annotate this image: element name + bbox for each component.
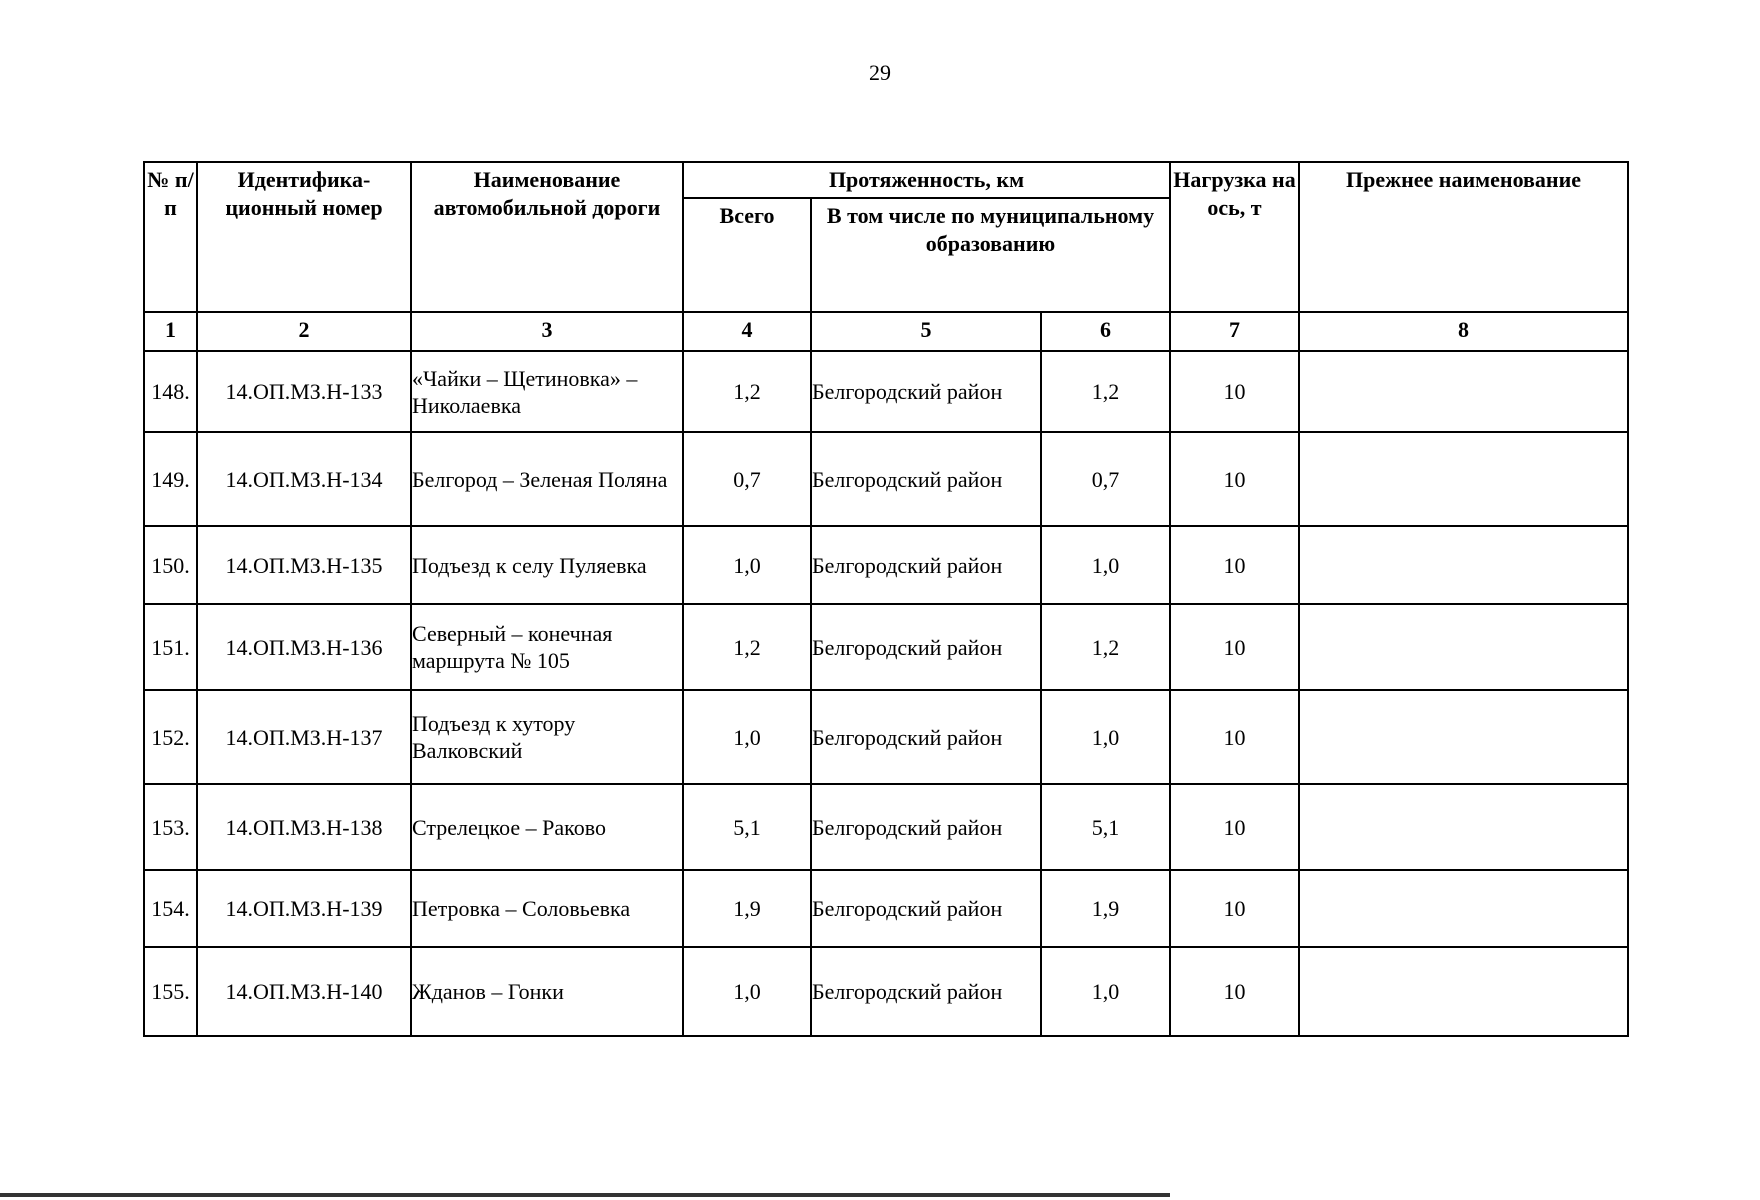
row-number: 155.: [144, 947, 197, 1036]
row-number: 154.: [144, 870, 197, 947]
row-number: 150.: [144, 526, 197, 604]
row-district-length: 1,2: [1041, 351, 1170, 432]
row-total-length: 1,0: [683, 690, 811, 784]
row-district: Белгородский район: [811, 870, 1041, 947]
row-district: Белгородский район: [811, 784, 1041, 870]
table-row: [144, 351, 1628, 432]
row-road-name: Стрелецкое – Раково: [411, 784, 683, 870]
row-total-length: 5,1: [683, 784, 811, 870]
row-number: 153.: [144, 784, 197, 870]
table-row: [144, 870, 1628, 947]
row-road-name: Жданов – Гонки: [411, 947, 683, 1036]
row-axle-load: 10: [1170, 604, 1299, 690]
row-district: Белгородский район: [811, 526, 1041, 604]
row-former-name: [1299, 604, 1628, 690]
row-identifier: 14.ОП.МЗ.Н-138: [197, 784, 411, 870]
roads-table: [143, 161, 1629, 1037]
row-district-length: 1,0: [1041, 690, 1170, 784]
row-former-name: [1299, 351, 1628, 432]
row-district-length: 0,7: [1041, 432, 1170, 526]
row-road-name: Подъезд к селу Пуляевка: [411, 526, 683, 604]
row-district: Белгородский район: [811, 690, 1041, 784]
column-number: 8: [1299, 312, 1628, 351]
row-former-name: [1299, 432, 1628, 526]
row-number: 152.: [144, 690, 197, 784]
row-identifier: 14.ОП.МЗ.Н-133: [197, 351, 411, 432]
row-road-name: Петровка – Соловьевка: [411, 870, 683, 947]
header-municipal: В том числе по муниципальному образованию: [811, 198, 1170, 312]
row-total-length: 0,7: [683, 432, 811, 526]
row-axle-load: 10: [1170, 870, 1299, 947]
row-district-length: 1,2: [1041, 604, 1170, 690]
column-number: 7: [1170, 312, 1299, 351]
header-total: Всего: [683, 198, 811, 312]
row-axle-load: 10: [1170, 526, 1299, 604]
column-number: 2: [197, 312, 411, 351]
row-identifier: 14.ОП.МЗ.Н-134: [197, 432, 411, 526]
row-axle-load: 10: [1170, 432, 1299, 526]
row-total-length: 1,0: [683, 526, 811, 604]
row-road-name: Северный – конечная маршрута № 105: [411, 604, 683, 690]
table-row: [144, 784, 1628, 870]
header-number: № п/п: [144, 162, 197, 312]
row-identifier: 14.ОП.МЗ.Н-139: [197, 870, 411, 947]
scan-edge-rule: [0, 1193, 1170, 1197]
row-road-name: Белгород – Зеленая Поляна: [411, 432, 683, 526]
header-axle-load: Нагрузка на ось, т: [1170, 162, 1299, 312]
header-length-group: Протяженность, км: [683, 162, 1170, 198]
table-row: [144, 526, 1628, 604]
column-number: 5: [811, 312, 1041, 351]
column-number: 1: [144, 312, 197, 351]
row-district-length: 1,9: [1041, 870, 1170, 947]
row-district: Белгородский район: [811, 947, 1041, 1036]
page-number: 29: [869, 60, 891, 85]
row-total-length: 1,9: [683, 870, 811, 947]
row-number: 148.: [144, 351, 197, 432]
row-former-name: [1299, 947, 1628, 1036]
row-former-name: [1299, 784, 1628, 870]
row-identifier: 14.ОП.МЗ.Н-136: [197, 604, 411, 690]
row-district-length: 1,0: [1041, 947, 1170, 1036]
row-former-name: [1299, 690, 1628, 784]
row-axle-load: 10: [1170, 784, 1299, 870]
header-former-name: Прежнее наименование: [1299, 162, 1628, 312]
row-number: 149.: [144, 432, 197, 526]
table-body: [144, 351, 1628, 1036]
column-numbering-row: [144, 312, 1628, 351]
row-number: 151.: [144, 604, 197, 690]
row-identifier: 14.ОП.МЗ.Н-137: [197, 690, 411, 784]
row-district-length: 1,0: [1041, 526, 1170, 604]
row-road-name: Подъезд к хутору Валковский: [411, 690, 683, 784]
row-road-name: «Чайки – Щетиновка» – Николаевка: [411, 351, 683, 432]
row-axle-load: 10: [1170, 947, 1299, 1036]
row-axle-load: 10: [1170, 351, 1299, 432]
header-road-name: Наименование автомобильной дороги: [411, 162, 683, 312]
table-row: [144, 432, 1628, 526]
row-district: Белгородский район: [811, 604, 1041, 690]
column-number: 6: [1041, 312, 1170, 351]
table-row: [144, 604, 1628, 690]
column-number: 3: [411, 312, 683, 351]
row-former-name: [1299, 526, 1628, 604]
row-total-length: 1,0: [683, 947, 811, 1036]
row-total-length: 1,2: [683, 351, 811, 432]
row-identifier: 14.ОП.МЗ.Н-140: [197, 947, 411, 1036]
row-axle-load: 10: [1170, 690, 1299, 784]
header-identifier: Идентифика-ционный номер: [197, 162, 411, 312]
row-district: Белгородский район: [811, 432, 1041, 526]
row-identifier: 14.ОП.МЗ.Н-135: [197, 526, 411, 604]
table-header: [144, 162, 1628, 351]
row-district: Белгородский район: [811, 351, 1041, 432]
row-former-name: [1299, 870, 1628, 947]
row-district-length: 5,1: [1041, 784, 1170, 870]
row-total-length: 1,2: [683, 604, 811, 690]
column-number: 4: [683, 312, 811, 351]
table-row: [144, 947, 1628, 1036]
table-row: [144, 690, 1628, 784]
